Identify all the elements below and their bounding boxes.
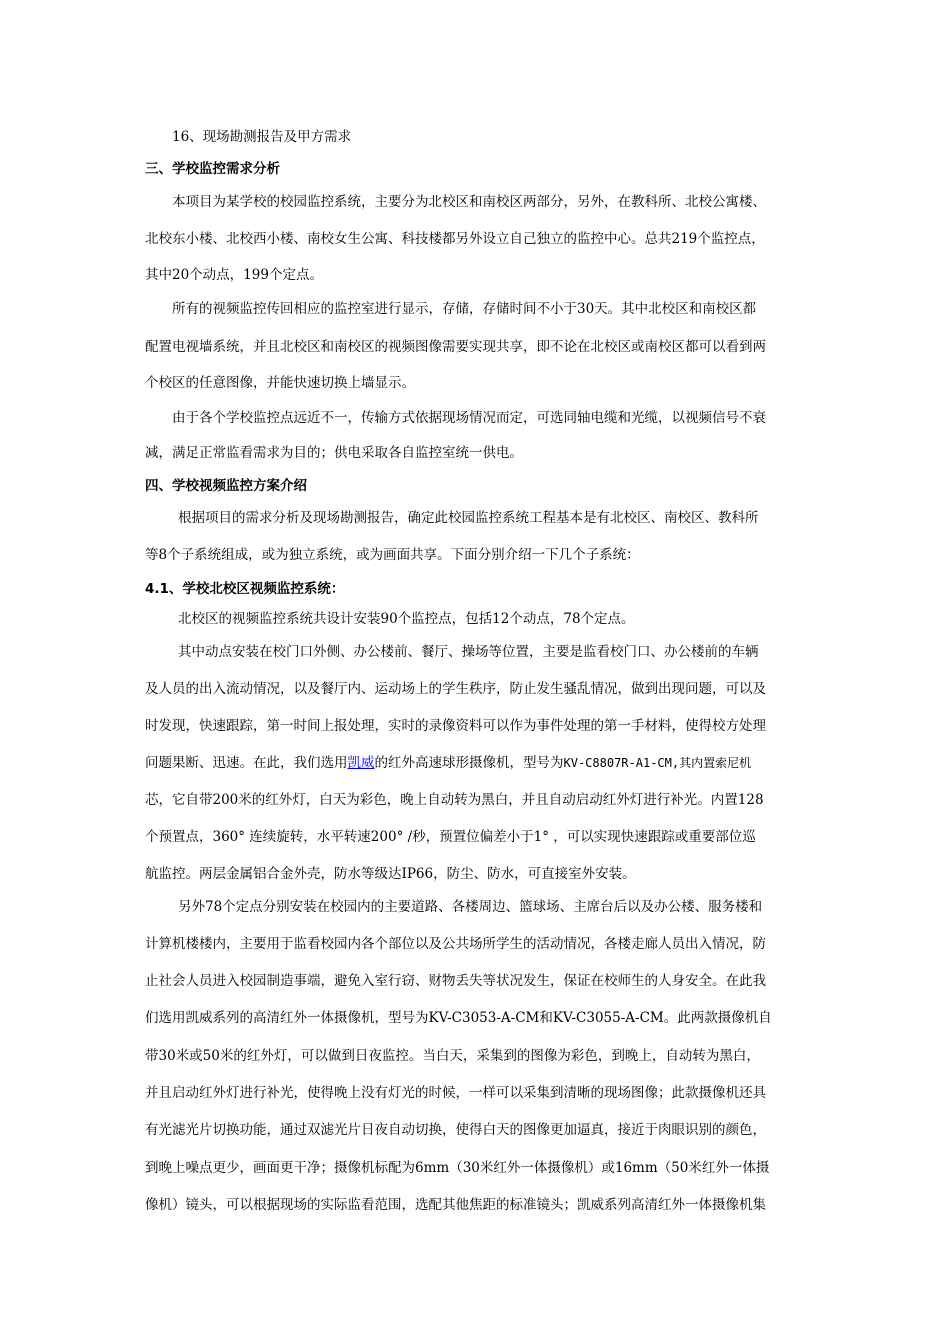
- paragraph-line-with-link: [145, 753, 805, 773]
- paragraph-line: 等8个子系统组成，或为独立系统，或为画面共享。下面分别介绍一下几个子系统：: [145, 547, 640, 563]
- paragraph-line: 芯，它自带200米的红外灯，白天为彩色，晚上自动转为黑白，并且自动启动红外灯进行补光。内置128: [145, 792, 764, 808]
- paragraph-line: 配置电视墙系统，并且北校区和南校区的视频图像需要实现共享，即不论在北校区或南校区都可以看到两: [145, 339, 766, 355]
- paragraph-line: 根据项目的需求分析及现场勘测报告，确定此校园监控系统工程基本是有北校区、南校区、教科所: [178, 510, 759, 526]
- paragraph-line: 由于各个学校监控点远近不一，传输方式依据现场情况而定，可选同轴电缆和光缆，以视频信号不衰: [172, 410, 766, 426]
- paragraph-line: 其中20个动点，199个定点。: [145, 267, 323, 283]
- paragraph-line: 个预置点，360° 连续旋转，水平转速200° /秒，预置位偏差小于1° ，可以实现快速跟踪或重要部位巡: [145, 829, 756, 845]
- paragraph-line: 航监控。两层金属铝合金外壳，防水等级达IP66，防尘、防水，可直接室外安装。: [145, 866, 636, 882]
- paragraph-text: 问题果断、迅速。在此，我们选用: [145, 755, 348, 771]
- section-4-1-heading: 4.1、学校北校区视频监控系统：: [145, 581, 345, 597]
- paragraph-line: 北校东小楼、北校西小楼、南校女生公寓、科技楼都另外设立自己独立的监控中心。总共219个监控点，: [145, 231, 765, 247]
- paragraph-line: 北校区的视频监控系统共设计安装90个监控点，包括12个动点，78个定点。: [178, 611, 635, 627]
- list-item-16: 16、现场勘测报告及甲方需求: [172, 129, 352, 145]
- paragraph-line: 其中动点安装在校门口外侧、办公楼前、餐厅、操场等位置，主要是监看校门口、办公楼前的车辆: [178, 644, 759, 660]
- paragraph-text: 的红外高速球形摄像机，型号为: [374, 755, 564, 771]
- paragraph-line: 并且启动红外灯进行补光，使得晚上没有灯光的时候，一样可以采集到清晰的现场图像；此款摄像机还具: [145, 1085, 766, 1101]
- paragraph-line: 带30米或50米的红外灯，可以做到日夜监控。当白天，采集到的图像为彩色，到晚上，自动转为黑白，: [145, 1048, 760, 1064]
- paragraph-line: 另外78个定点分别安装在校园内的主要道路、各楼周边、篮球场、主席台后以及办公楼、服务楼和: [178, 899, 763, 915]
- camera-model-text: KV-C8807R-A1-CM,其内置索尼机: [563, 756, 752, 770]
- paragraph-line: 们选用凯威系列的高清红外一体摄像机，型号为KV-C3053-A-CM和KV-C3055-A-CM。此两款摄像机自: [145, 1010, 772, 1026]
- paragraph-line: 减，满足正常监看需求为目的；供电采取各自监控室统一供电。: [145, 445, 523, 461]
- paragraph-line: 计算机楼楼内，主要用于监看校园内各个部位以及公共场所学生的活动情况，各楼走廊人员出入情况，防: [145, 936, 766, 952]
- paragraph-line: 时发现，快速跟踪，第一时间上报处理，实时的录像资料可以作为事件处理的第一手材料，使得校方处理: [145, 718, 766, 734]
- paragraph-line: 所有的视频监控传回相应的监控室进行显示，存储，存储时间不小于30天。其中北校区和南校区都: [172, 301, 757, 317]
- paragraph-line: 止社会人员进入校园制造事端，避免入室行窃、财物丢失等状况发生，保证在校师生的人身安全。在此我: [145, 973, 766, 989]
- paragraph-line: 及人员的出入流动情况，以及餐厅内、运动场上的学生秩序，防止发生骚乱情况，做到出现问题，可以及: [145, 681, 766, 697]
- paragraph-line: 像机）镜头，可以根据现场的实际监看范围，选配其他焦距的标准镜头；凯威系列高清红外一体摄像机集: [145, 1197, 766, 1213]
- section-4-heading: 四、学校视频监控方案介绍: [145, 478, 307, 494]
- paragraph-line: 本项目为某学校的校园监控系统，主要分为北校区和南校区两部分，另外，在教科所、北校公寓楼、: [172, 194, 766, 210]
- section-3-heading: 三、学校监控需求分析: [145, 161, 280, 177]
- paragraph-line: 有光滤光片切换功能，通过双滤光片日夜自动切换，使得白天的图像更加逼真，接近于肉眼识别的颜色，: [145, 1122, 766, 1138]
- paragraph-line: 个校区的任意图像，并能快速切换上墙显示。: [145, 375, 415, 391]
- kaiwei-link[interactable]: 凯威: [347, 755, 375, 771]
- paragraph-line: 到晚上噪点更少，画面更干净；摄像机标配为6mm（30米红外一体摄像机）或16mm（50米红外一体摄: [145, 1160, 770, 1176]
